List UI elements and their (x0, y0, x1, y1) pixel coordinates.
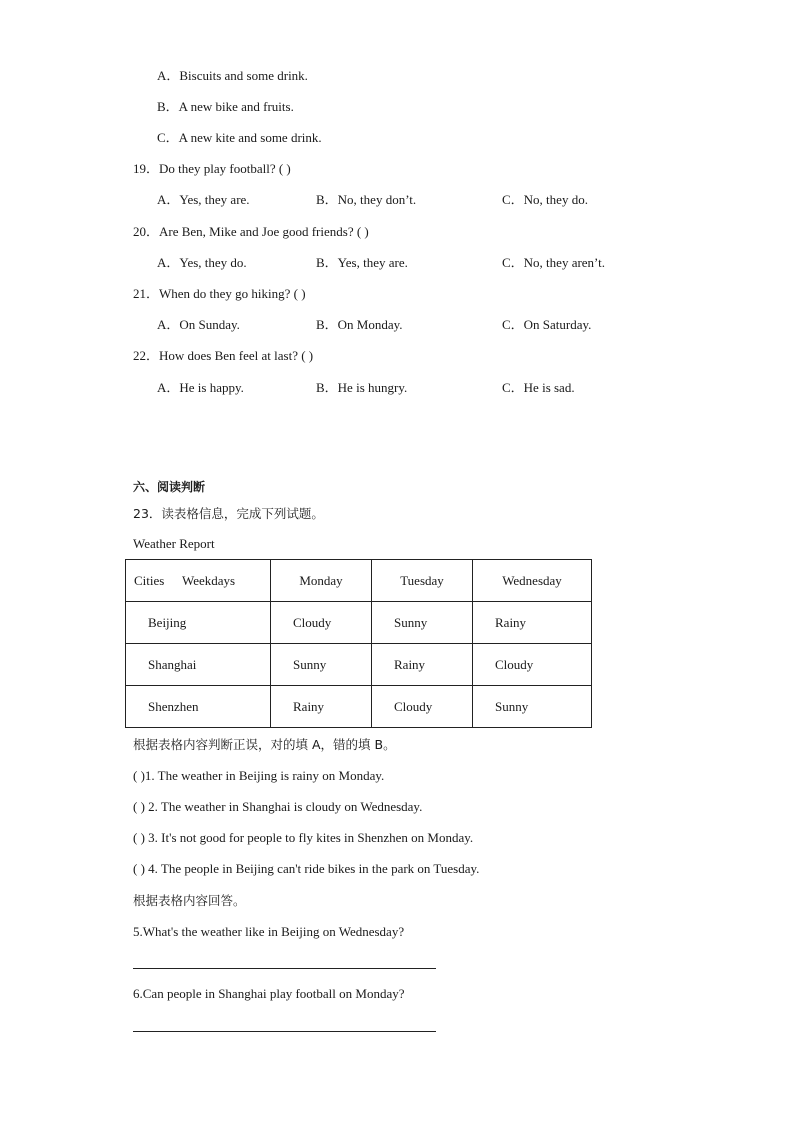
q23-heading: 23．读表格信息，完成下列试题。 (133, 506, 324, 521)
table-row (126, 686, 592, 728)
q21-option-a: A．On Sunday. (157, 317, 240, 332)
q22-option-a: A．He is happy. (157, 380, 244, 395)
judge-item-3: ( ) 3. It's not good for people to fly kites in Shenzhen on Monday. (133, 830, 474, 845)
answer-line-6[interactable] (133, 1031, 436, 1032)
judge-item-1: ( )1. The weather in Beijing is rainy on Monday. (133, 768, 385, 783)
weather-cell: Cloudy (271, 602, 372, 644)
table-caption: Weather Report (133, 536, 215, 551)
judge-item-4: ( ) 4. The people in Beijing can't ride bikes in the park on Tuesday. (133, 861, 480, 876)
weather-cell: Cloudy (372, 686, 473, 728)
city-cell: Shanghai (126, 644, 271, 686)
q22-question: 22．How does Ben feel at last? ( ) (133, 348, 314, 363)
weather-cell: Sunny (271, 644, 372, 686)
table-row (126, 644, 592, 686)
q21-option-c: C．On Saturday. (502, 317, 592, 332)
q18-option-b: B．A new bike and fruits. (157, 99, 294, 114)
q20-option-a: A．Yes, they do. (157, 255, 247, 270)
answer-question-5: 5.What's the weather like in Beijing on Wednesday? (133, 924, 405, 939)
weather-cell: Sunny (473, 686, 592, 728)
q19-question: 19．Do they play football? ( ) (133, 161, 291, 176)
weather-table (125, 559, 592, 728)
q20-option-c: C．No, they aren’t. (502, 255, 606, 270)
header-weekdays: Weekdays (182, 573, 236, 588)
q19-option-a: A．Yes, they are. (157, 192, 250, 207)
header-day: Tuesday (372, 560, 473, 602)
weather-cell: Rainy (271, 686, 372, 728)
header-day: Monday (271, 560, 372, 602)
q20-question: 20．Are Ben, Mike and Joe good friends? ( ) (133, 224, 369, 239)
q20-option-b: B．Yes, they are. (316, 255, 408, 270)
weather-cell: Sunny (372, 602, 473, 644)
header-cities: Cities (134, 573, 165, 588)
q18-option-c: C．A new kite and some drink. (157, 130, 322, 145)
weather-cell: Cloudy (473, 644, 592, 686)
header-day: Wednesday (473, 560, 592, 602)
weather-cell: Rainy (473, 602, 592, 644)
answer-instruction: 根据表格内容回答。 (133, 893, 246, 908)
q19-option-c: C．No, they do. (502, 192, 588, 207)
weather-cell: Rainy (372, 644, 473, 686)
judge-item-2: ( ) 2. The weather in Shanghai is cloudy on Wednesday. (133, 799, 423, 814)
q19-option-b: B．No, they don’t. (316, 192, 417, 207)
section-title: 六、阅读判断 (133, 480, 206, 494)
q18-option-a: A．Biscuits and some drink. (157, 68, 308, 83)
q22-option-b: B．He is hungry. (316, 380, 408, 395)
q21-question: 21．When do they go hiking? ( ) (133, 286, 306, 301)
city-cell: Beijing (126, 602, 271, 644)
q22-option-c: C．He is sad. (502, 380, 575, 395)
table-row (126, 602, 592, 644)
answer-question-6: 6.Can people in Shanghai play football on Monday? (133, 986, 405, 1001)
header-diagonal-cell (126, 560, 271, 602)
q21-option-b: B．On Monday. (316, 317, 403, 332)
answer-line-5[interactable] (133, 968, 436, 969)
judge-instruction: 根据表格内容判断正误，对的填 A，错的填 B。 (133, 737, 396, 752)
city-cell: Shenzhen (126, 686, 271, 728)
table-header-row (126, 560, 592, 602)
